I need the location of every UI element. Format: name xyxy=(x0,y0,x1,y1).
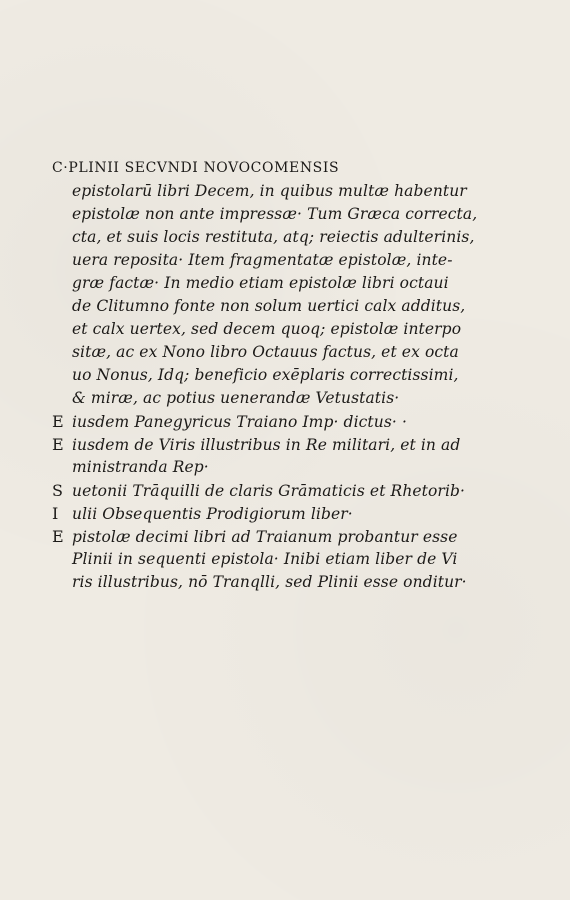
entry-line xyxy=(52,410,482,433)
entry-initial: E xyxy=(52,527,64,546)
entry-initial: S xyxy=(52,481,64,500)
entry-initial: E xyxy=(52,435,64,454)
title-page-text xyxy=(52,157,482,594)
entry-text: uetonii Trāquilli de claris Grāmaticis et Rhetorib· xyxy=(72,482,466,500)
intro-line: de Clitumno fonte non solum uertici calx additus, xyxy=(72,297,466,315)
entry-suetonius xyxy=(52,479,482,502)
entry-text: pistolæ decimi libri ad Traianum probantur esse xyxy=(72,528,458,546)
intro-line: epistolarū libri Decem, in quibus multæ habentur xyxy=(72,182,467,200)
intro-line: epistolæ non ante impressæ· Tum Græca correcta, xyxy=(72,205,478,223)
intro-line: sitæ, ac ex Nono libro Octauus factus, et ex octa xyxy=(72,343,459,361)
intro-line: uo Nonus, Idq; beneficio exēplaris correctissimi, xyxy=(72,366,459,384)
intro-line: græ factæ· In medio etiam epistolæ libri octaui xyxy=(72,274,449,292)
entry-initial: E xyxy=(52,412,64,431)
entry-line xyxy=(52,479,482,502)
entry-obsequens xyxy=(52,502,482,525)
entry-line xyxy=(52,502,482,525)
intro-line: & miræ, ac potius uenerandæ Vetustatis· xyxy=(72,389,400,407)
entry-epistolae-decimi xyxy=(52,525,482,594)
intro-line: cta, et suis locis restituta, atq; reiectis adulterinis, xyxy=(72,228,475,246)
entry-line: Plinii in sequenti epistola· Inibi etiam liber de Vi xyxy=(72,550,458,568)
entry-line: ris illustribus, nō Tranqlli, sed Plinii esse onditur· xyxy=(72,573,467,591)
title-line: C·PLINII SECVNDI NOVOCOMENSIS xyxy=(52,160,340,176)
entry-viris-illustribus xyxy=(52,433,482,479)
intro-line: uera reposita· Item fragmentatæ epistolæ, inte- xyxy=(72,251,453,269)
entry-line: ministranda Rep· xyxy=(72,458,209,476)
entry-text: iusdem de Viris illustribus in Re militari, et in ad xyxy=(72,436,461,454)
intro-line: et calx uertex, sed decem quoq; epistolæ interpo xyxy=(72,320,462,338)
entry-text: iusdem Panegyricus Traiano Imp· dictus· · xyxy=(72,413,407,431)
entry-initial: I xyxy=(52,504,59,523)
entry-panegyricus xyxy=(52,410,482,433)
entry-line xyxy=(52,433,482,456)
entry-line xyxy=(52,525,482,548)
entry-text: ulii Obsequentis Prodigiorum liber· xyxy=(72,505,353,523)
